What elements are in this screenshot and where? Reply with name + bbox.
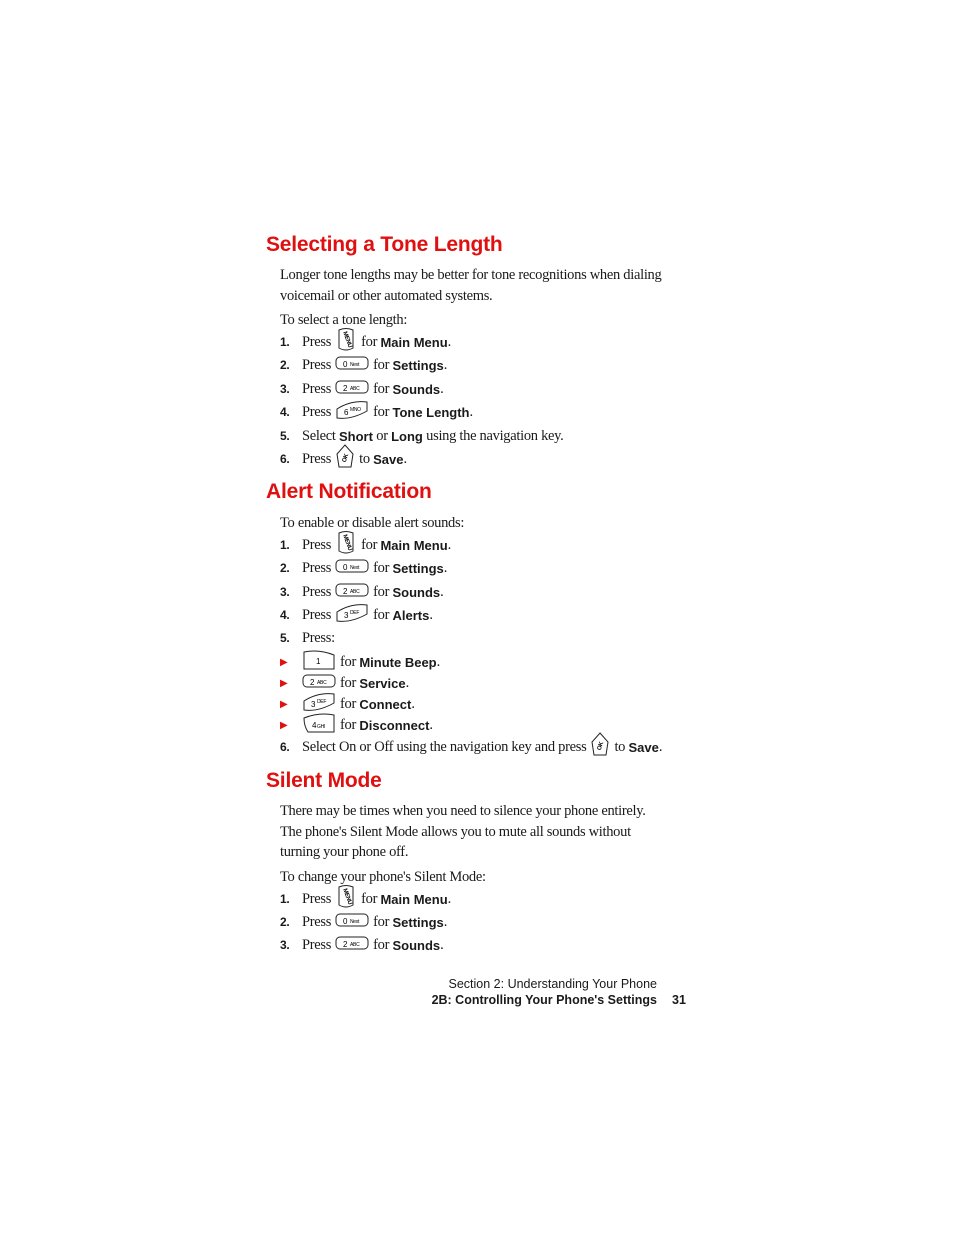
step-text: for: [361, 890, 378, 907]
step-text: .: [429, 716, 433, 733]
step-text: for: [340, 653, 357, 670]
tone-intro: Longer tone lengths may be better for tone recognitions when dialing voicemail or other automated systems.: [280, 267, 662, 304]
step-number: 3.: [280, 938, 290, 952]
step-target: Connect: [359, 696, 412, 712]
step-number: 2.: [280, 561, 290, 575]
svg-text:Next: Next: [350, 361, 360, 368]
step-text: .: [443, 356, 448, 373]
step-text: .: [440, 380, 444, 397]
step-target: Settings: [392, 357, 444, 373]
menu-key-icon: [335, 884, 357, 915]
svg-text:DEF: DEF: [317, 698, 327, 705]
step-text: for: [373, 403, 390, 420]
step-number: 3.: [280, 585, 290, 599]
step-text: .: [443, 559, 448, 576]
step-text: Press: [302, 356, 332, 373]
alert-lead: To enable or disable alert sounds:: [280, 515, 465, 531]
step-text: Press: [302, 936, 332, 953]
step-number: 6.: [280, 740, 290, 754]
three-key-icon: [335, 603, 369, 628]
two-key-icon: [335, 935, 369, 956]
step-target: Main Menu: [380, 334, 448, 350]
ok-key-icon: [335, 444, 355, 475]
svg-text:1: 1: [316, 656, 321, 666]
svg-text:2: 2: [343, 939, 348, 949]
step-target: Service: [359, 675, 406, 691]
svg-text:Next: Next: [350, 564, 360, 571]
silent-lead: To change your phone's Silent Mode:: [280, 869, 486, 885]
step-target: Save: [373, 451, 404, 467]
footer-chapter: 2B: Controlling Your Phone's Settings: [431, 993, 657, 1007]
step-number: 1.: [280, 892, 290, 906]
step-target: Sounds: [392, 584, 441, 600]
step-number: 4.: [280, 405, 290, 419]
bullet-triangle-icon: ▶: [280, 719, 288, 731]
step-text: .: [403, 450, 407, 467]
step-text: .: [469, 403, 473, 420]
svg-text:MENU: MENU: [341, 330, 353, 348]
alert-step-4: [280, 604, 433, 626]
tone-step-4: [280, 401, 473, 423]
svg-text:2: 2: [343, 586, 348, 596]
step-text: using the navigation key.: [426, 427, 564, 444]
step-text: Press: [302, 913, 332, 930]
step-number: 2.: [280, 915, 290, 929]
two-key-icon: [335, 582, 369, 603]
step-target: Minute Beep: [359, 654, 437, 670]
svg-text:MENU: MENU: [341, 887, 353, 905]
section-title-alert-notification: Alert Notification: [266, 480, 432, 503]
alert-bullet-service: [280, 672, 409, 694]
step-text: Select On or Off using the navigation key and press: [302, 738, 587, 755]
step-number: 6.: [280, 452, 290, 466]
step-text: for: [340, 716, 357, 733]
step-target: Settings: [392, 914, 444, 930]
step-option-long: Long: [391, 428, 423, 444]
zero-key-icon: [335, 355, 369, 376]
step-number: 5.: [280, 631, 290, 645]
step-text: Press: [302, 583, 332, 600]
step-number: 1.: [280, 335, 290, 349]
step-text: for: [361, 536, 378, 553]
step-text: .: [447, 536, 451, 553]
ok-key-icon: [590, 732, 610, 763]
step-text: .: [405, 674, 409, 691]
svg-text:0: 0: [343, 359, 348, 369]
step-number: 5.: [280, 429, 290, 443]
step-text: .: [443, 913, 448, 930]
step-target: Disconnect: [359, 717, 430, 733]
step-text: or: [376, 427, 388, 444]
menu-key-icon: [335, 530, 357, 561]
step-target: Save: [628, 739, 659, 755]
svg-text:ABC: ABC: [317, 679, 327, 686]
svg-text:ABC: ABC: [350, 588, 360, 595]
tone-step-1: [280, 331, 451, 353]
svg-text:0: 0: [343, 562, 348, 572]
step-text: for: [373, 559, 390, 576]
step-text: for: [340, 674, 357, 691]
step-text: .: [440, 936, 444, 953]
svg-text:ABC: ABC: [350, 385, 360, 392]
step-text: .: [411, 695, 415, 712]
step-target: Main Menu: [380, 891, 448, 907]
bullet-triangle-icon: ▶: [280, 677, 288, 689]
six-key-icon: [335, 400, 369, 425]
tone-step-3: [280, 378, 443, 400]
svg-text:0: 0: [343, 916, 348, 926]
step-number: 1.: [280, 538, 290, 552]
svg-text:4: 4: [312, 720, 317, 730]
step-text: for: [361, 333, 378, 350]
step-text: Press:: [302, 629, 335, 646]
svg-text:OK: OK: [597, 740, 606, 751]
step-text: to: [359, 450, 370, 467]
svg-text:OK: OK: [341, 452, 351, 463]
step-text: .: [658, 738, 663, 755]
svg-text:Next: Next: [350, 918, 360, 925]
tone-step-6: [280, 448, 407, 470]
bullet-triangle-icon: ▶: [280, 698, 288, 710]
silent-step-2: [280, 911, 447, 933]
alert-bullet-minute-beep: [280, 651, 440, 673]
step-text: for: [373, 583, 390, 600]
step-text: Press: [302, 559, 332, 576]
alert-step-6: [280, 736, 662, 758]
step-text: Press: [302, 606, 332, 623]
step-text: for: [373, 356, 390, 373]
svg-text:DEF: DEF: [350, 609, 360, 616]
alert-step-2: [280, 557, 447, 579]
bullet-triangle-icon: ▶: [280, 656, 288, 668]
two-key-icon: [302, 673, 336, 694]
step-option-short: Short: [338, 428, 373, 444]
step-text: for: [373, 936, 390, 953]
step-text: .: [447, 333, 451, 350]
footer-section: Section 2: Understanding Your Phone: [448, 977, 657, 991]
silent-step-1: [280, 888, 451, 910]
menu-key-icon: [335, 327, 357, 358]
svg-text:3: 3: [311, 699, 316, 709]
step-text: .: [440, 583, 444, 600]
step-target: Main Menu: [380, 537, 448, 553]
step-text: Press: [302, 333, 332, 350]
step-target: Sounds: [392, 381, 441, 397]
step-text: Press: [302, 403, 332, 420]
alert-step-5: [280, 627, 335, 649]
footer-page-number: 31: [672, 993, 686, 1007]
step-number: 2.: [280, 358, 290, 372]
tone-step-5: [280, 425, 564, 447]
zero-key-icon: [335, 558, 369, 579]
step-text: Press: [302, 450, 332, 467]
step-text: .: [429, 606, 433, 623]
step-text: to: [614, 738, 626, 755]
step-target: Settings: [392, 560, 444, 576]
four-key-icon: [302, 712, 336, 739]
svg-text:MENU: MENU: [341, 533, 353, 551]
step-target: Tone Length: [392, 404, 470, 420]
step-target: Alerts: [392, 607, 430, 623]
svg-text:MNO: MNO: [350, 406, 361, 413]
svg-text:2: 2: [343, 383, 348, 393]
alert-step-3: [280, 581, 443, 603]
svg-text:2: 2: [310, 677, 315, 687]
tone-lead: To select a tone length:: [280, 312, 408, 328]
svg-text:6: 6: [344, 407, 349, 417]
svg-text:ABC: ABC: [350, 941, 360, 948]
step-text: Select: [302, 427, 336, 444]
step-text: Press: [302, 890, 332, 907]
step-text: for: [373, 913, 390, 930]
step-text: for: [340, 695, 357, 712]
step-number: 3.: [280, 382, 290, 396]
step-text: for: [373, 606, 390, 623]
alert-step-1: [280, 534, 451, 556]
step-text: for: [373, 380, 390, 397]
step-text: .: [447, 890, 451, 907]
step-text: Press: [302, 536, 332, 553]
step-number: 4.: [280, 608, 290, 622]
zero-key-icon: [335, 912, 369, 933]
svg-text:3: 3: [344, 610, 349, 620]
tone-step-2: [280, 354, 447, 376]
silent-step-3: [280, 934, 443, 956]
alert-bullet-disconnect: [280, 714, 433, 736]
svg-text:GHI: GHI: [317, 723, 325, 730]
step-text: Press: [302, 380, 332, 397]
alert-bullet-connect: [280, 693, 415, 715]
step-text: .: [436, 653, 440, 670]
step-target: Sounds: [392, 937, 441, 953]
two-key-icon: [335, 379, 369, 400]
silent-intro: There may be times when you need to silence your phone entirely. The phone's Silent Mode allows you to mute all sounds without turning your phone off.: [280, 803, 646, 860]
section-title-silent-mode: Silent Mode: [266, 769, 382, 792]
section-title-tone-length: Selecting a Tone Length: [266, 233, 503, 256]
